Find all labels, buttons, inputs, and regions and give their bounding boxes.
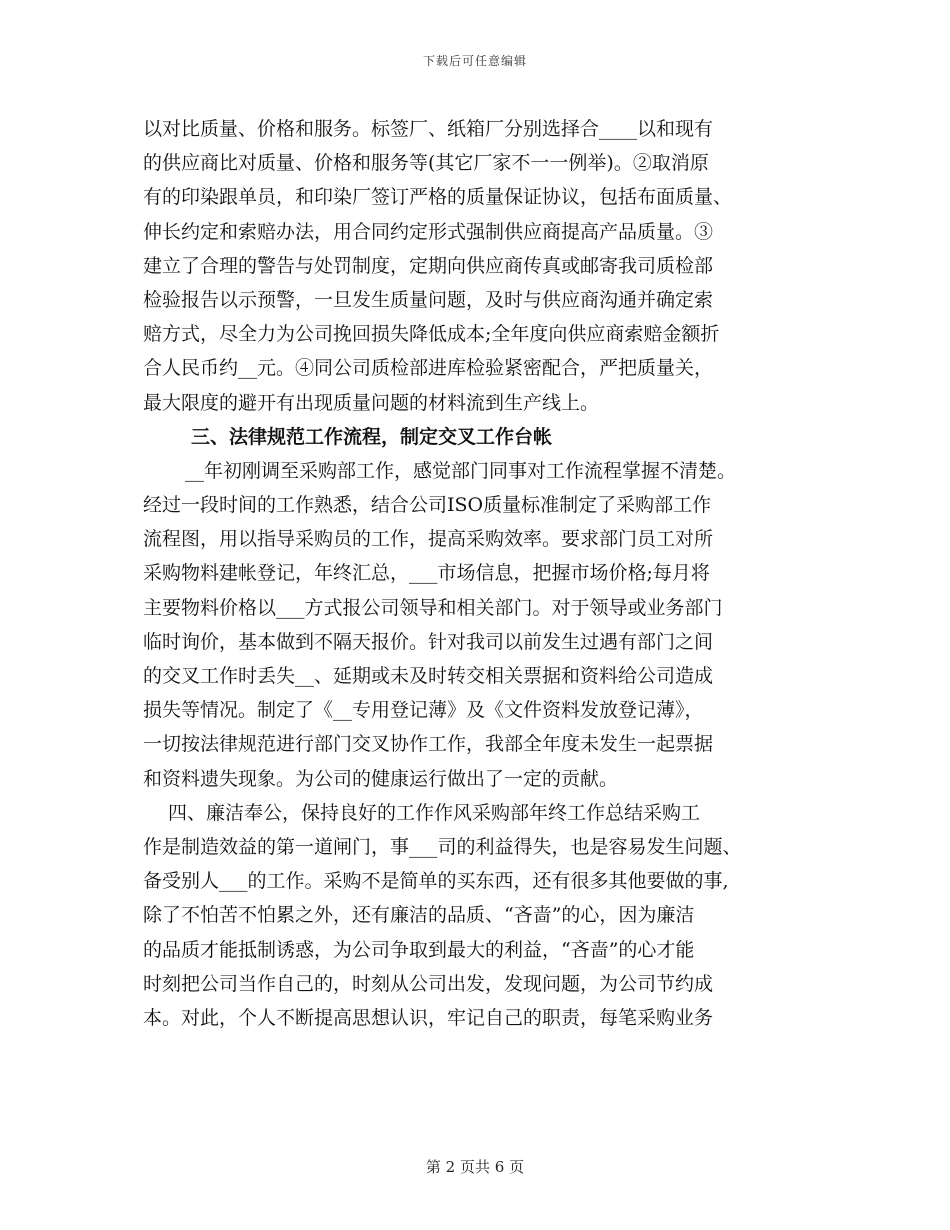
text-line: 以对比质量、价格和服务。标签厂、纸箱厂分别选择合____以和现有: [143, 118, 714, 140]
text-line: 主要物料价格以___方式报公司领导和相关部门。对于领导或业务部门: [143, 596, 723, 619]
section-heading: 三、法律规范工作流程，制定交叉工作台帐: [191, 425, 553, 448]
text-line: 的供应商比对质量、价格和服务等(其它厂家不一一例举)。②取消原: [143, 152, 709, 175]
text-line: 伸长约定和索赔办法，用合同约定形式强制供应商提高产品质量。③: [143, 220, 714, 243]
text-line: 的品质才能抵制诱惑，为公司争取到最大的利益，“吝啬”的心才能: [143, 938, 695, 961]
text-line: 有的印染跟单员，和印染厂签订严格的质量保证协议，包括布面质量、: [143, 186, 733, 209]
text-line: 备受别人___的工作。采购不是简单的买东西，还有很多其他要做的事,: [143, 870, 729, 893]
page-header: 下载后可任意编辑: [422, 54, 527, 68]
page-footer: 第 2 页共 6 页: [425, 1158, 525, 1176]
text-line: 的交叉工作时丢失__、延期或未及时转交相关票据和资料给公司造成: [143, 665, 714, 687]
text-line: 最大限度的避开有出现质量问题的材料流到生产线上。: [143, 391, 600, 414]
paragraph-start-line: 四、廉洁奉公，保持良好的工作作风采购部年终工作总结采购工: [168, 801, 701, 824]
text-line: 和资料遗失现象。为公司的健康运行做出了一定的贡献。: [143, 767, 619, 790]
text-line: 时刻把公司当作自己的，时刻从公司出发，发现问题，为公司节约成: [143, 972, 714, 995]
text-line: 临时询价，基本做到不隔天报价。针对我司以前发生过遇有部门之间: [143, 630, 714, 653]
text-line: 检验报告以示预警，一旦发生质量问题，及时与供应商沟通并确定索: [143, 288, 714, 311]
text-line: 一切按法律规范进行部门交叉协作工作，我部全年度未发生一起票据: [143, 733, 714, 756]
text-line: 合人民币约__元。④同公司质检部进库检验紧密配合，严把质量关，: [143, 357, 714, 380]
text-line: 本。对此，个人不断提高思想认识，牢记自己的职责，每笔采购业务: [143, 1006, 714, 1029]
text-line: 流程图，用以指导采购员的工作，提高采购效率。要求部门员工对所: [143, 528, 714, 551]
text-line: 赔方式，尽全力为公司挽回损失降低成本;全年度向供应商索赔金额折: [143, 323, 720, 346]
text-line: 经过一段时间的工作熟悉，结合公司ISO质量标准制定了采购部工作: [143, 494, 712, 517]
text-line: 作是制造效益的第一道闸门，事___司的利益得失，也是容易发生问题、: [143, 835, 742, 858]
text-line: __年初刚调至采购部工作，感觉部门同事对工作流程掌握不清楚。: [185, 459, 737, 482]
text-line: 损失等情况。制定了《__专用登记薄》及《文件资料发放登记薄》，: [143, 699, 704, 722]
text-line: 建立了合理的警告与处罚制度，定期向供应商传真或邮寄我司质检部: [143, 254, 714, 277]
text-line: 采购物料建帐登记，年终汇总，___市场信息，把握市场价格;每月将: [143, 562, 710, 585]
text-line: 除了不怕苦不怕累之外，还有廉洁的品质、“吝啬”的心，因为廉洁: [143, 904, 695, 927]
document-body: [143, 112, 808, 1035]
